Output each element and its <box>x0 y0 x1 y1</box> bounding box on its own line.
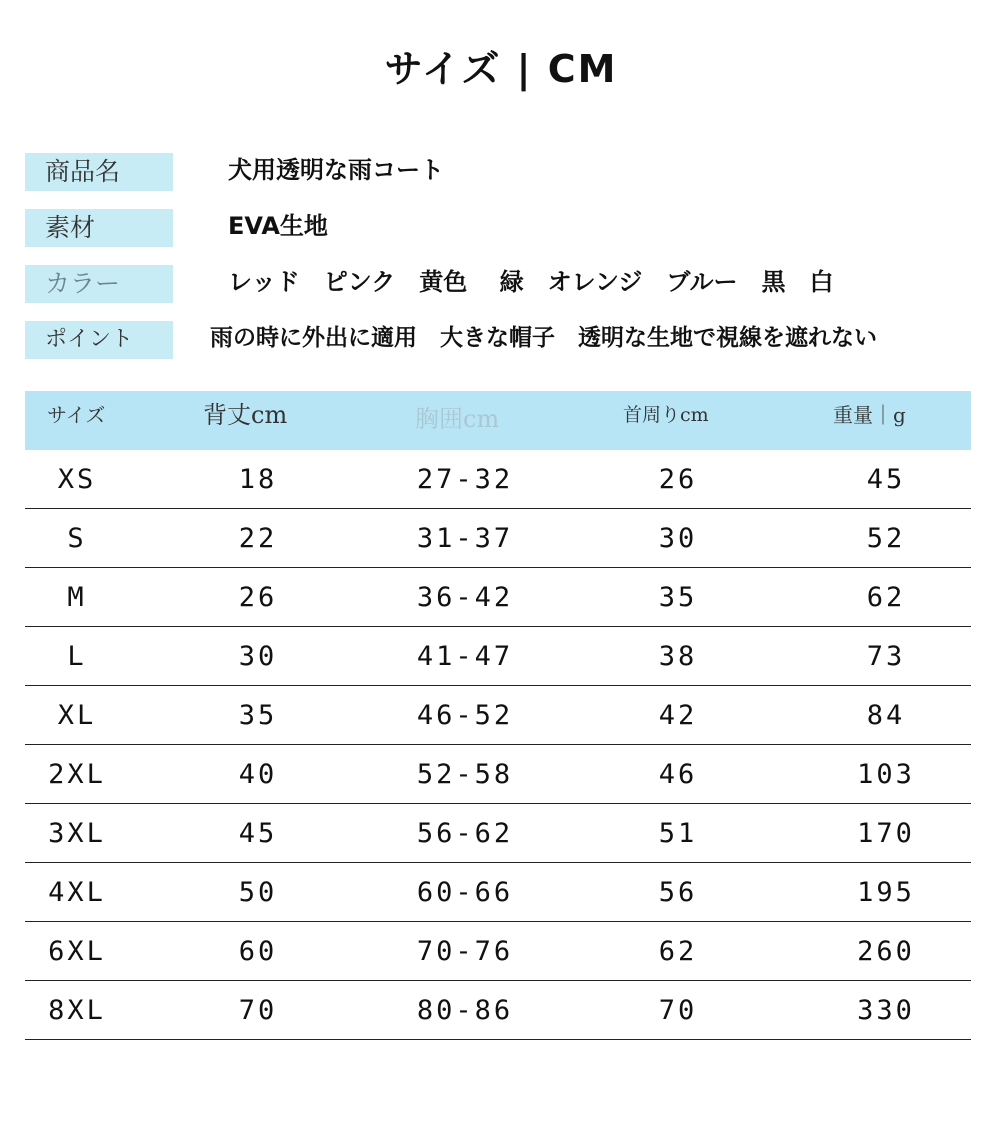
cell-back-length: 60 <box>238 936 278 967</box>
cell-weight: 62 <box>866 582 906 613</box>
header-weight: 重量｜g <box>833 403 906 427</box>
cell-back-length: 40 <box>238 759 278 790</box>
cell-back-length: 50 <box>238 877 278 908</box>
table-row <box>25 804 971 863</box>
cell-back-length: 70 <box>238 995 278 1026</box>
cell-weight: 52 <box>866 523 906 554</box>
cell-weight: 73 <box>866 641 906 672</box>
cell-chest: 31-37 <box>416 523 514 554</box>
cell-weight: 195 <box>857 877 915 908</box>
cell-size: 4XL <box>48 877 106 908</box>
cell-size: 6XL <box>48 936 106 967</box>
cell-back-length: 18 <box>238 464 278 495</box>
info-row-point <box>0 321 1002 361</box>
cell-neck: 26 <box>658 464 698 495</box>
cell-neck: 70 <box>658 995 698 1026</box>
point-label: ポイント <box>25 321 173 359</box>
cell-back-length: 35 <box>238 700 278 731</box>
cell-size: M <box>67 582 87 613</box>
cell-chest: 52-58 <box>416 759 514 790</box>
cell-chest: 70-76 <box>416 936 514 967</box>
cell-size: XL <box>57 700 97 731</box>
material-label: 素材 <box>25 209 173 247</box>
color-label: カラー <box>25 265 173 303</box>
info-row-color <box>0 265 1002 305</box>
cell-weight: 170 <box>857 818 915 849</box>
cell-neck: 46 <box>658 759 698 790</box>
cell-size: 3XL <box>48 818 106 849</box>
cell-back-length: 30 <box>238 641 278 672</box>
cell-neck: 56 <box>658 877 698 908</box>
color-value: レッド ピンク 黄色 緑 オレンジ ブルー 黒 白 <box>228 268 834 296</box>
cell-chest: 60-66 <box>416 877 514 908</box>
cell-size: 2XL <box>48 759 106 790</box>
table-row <box>25 568 971 627</box>
cell-neck: 62 <box>658 936 698 967</box>
header-chest: 胸囲cm <box>415 405 500 433</box>
cell-back-length: 26 <box>238 582 278 613</box>
cell-back-length: 45 <box>238 818 278 849</box>
cell-size: S <box>67 523 87 554</box>
cell-size: L <box>67 641 87 672</box>
cell-size: 8XL <box>48 995 106 1026</box>
table-row <box>25 981 971 1040</box>
point-value: 雨の時に外出に適用 大きな帽子 透明な生地で視線を遮れない <box>210 325 877 351</box>
table-row <box>25 627 971 686</box>
cell-neck: 51 <box>658 818 698 849</box>
cell-neck: 42 <box>658 700 698 731</box>
table-row <box>25 509 971 568</box>
cell-weight: 84 <box>866 700 906 731</box>
cell-chest: 36-42 <box>416 582 514 613</box>
size-table-header <box>25 391 971 450</box>
table-row <box>25 745 971 804</box>
table-row <box>25 686 971 745</box>
header-size: サイズ <box>47 403 106 427</box>
table-row <box>25 450 971 509</box>
cell-back-length: 22 <box>238 523 278 554</box>
info-row-product <box>0 153 1002 193</box>
product-name-value: 犬用透明な雨コート <box>228 156 444 184</box>
header-back-length: 背丈cm <box>203 401 288 429</box>
cell-chest: 27-32 <box>416 464 514 495</box>
cell-weight: 330 <box>857 995 915 1026</box>
material-value: EVA生地 <box>228 212 328 240</box>
cell-chest: 46-52 <box>416 700 514 731</box>
cell-neck: 35 <box>658 582 698 613</box>
cell-weight: 260 <box>857 936 915 967</box>
product-name-label: 商品名 <box>25 153 173 191</box>
table-row <box>25 863 971 922</box>
cell-size: XS <box>57 464 97 495</box>
cell-chest: 80-86 <box>416 995 514 1026</box>
info-row-material <box>0 209 1002 249</box>
cell-neck: 30 <box>658 523 698 554</box>
cell-chest: 56-62 <box>416 818 514 849</box>
table-row <box>25 922 971 981</box>
header-neck: 首周りcm <box>623 404 709 426</box>
cell-neck: 38 <box>658 641 698 672</box>
cell-weight: 103 <box>857 759 915 790</box>
page-title: サイズ | CM <box>384 47 618 91</box>
cell-weight: 45 <box>866 464 906 495</box>
cell-chest: 41-47 <box>416 641 514 672</box>
